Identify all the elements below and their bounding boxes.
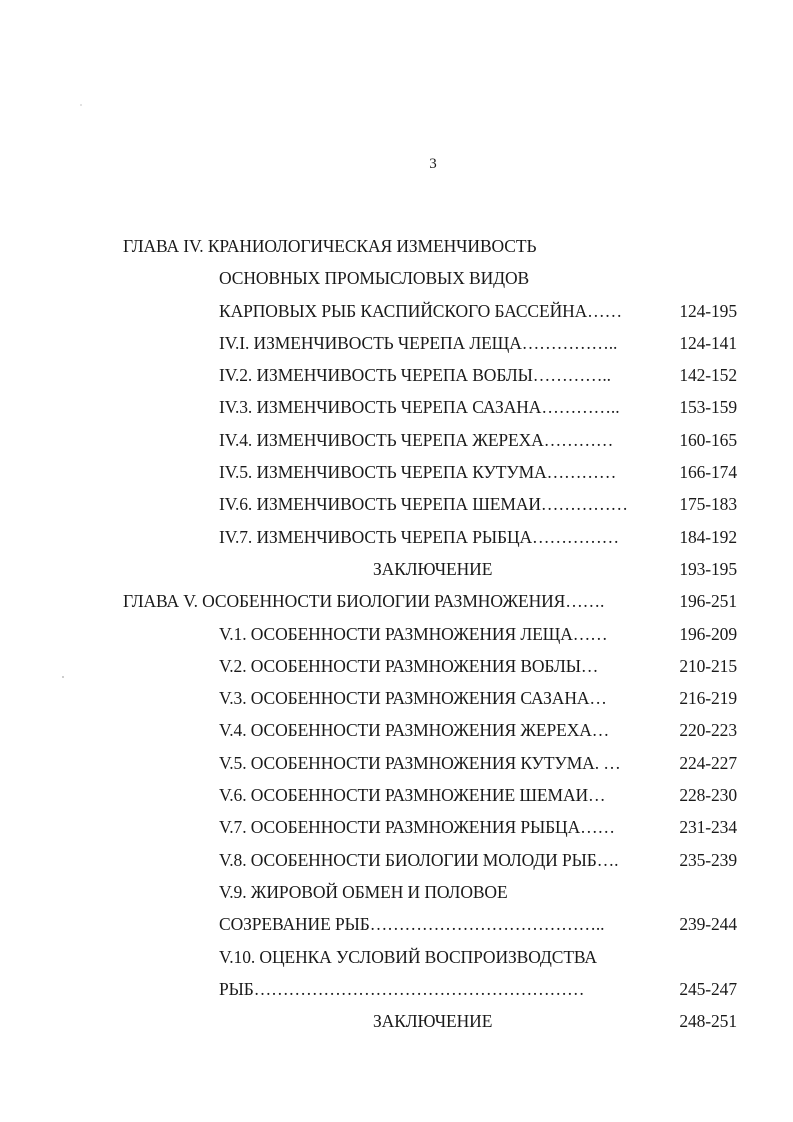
toc-entry-pages: 160-165	[679, 429, 737, 450]
toc-entry-pages: 166-174	[679, 462, 737, 483]
scan-speck	[80, 104, 82, 106]
toc-entry-pages: 248-251	[679, 1011, 737, 1032]
toc-entry-pages: 196-209	[679, 623, 737, 644]
toc-entry-pages: 175-183	[679, 494, 737, 515]
toc-entry	[0, 618, 793, 650]
toc-entry-pages: 124-141	[679, 332, 737, 353]
toc-entry	[0, 650, 793, 682]
toc-entry-pages: 245-247	[679, 978, 737, 999]
page-number: 3	[429, 156, 437, 172]
toc-entry	[0, 424, 793, 456]
toc-entry	[0, 456, 793, 488]
toc-entry	[0, 359, 793, 391]
toc-entry	[0, 844, 793, 876]
toc-entry-title: РЫБ…………………………………………………	[219, 978, 585, 999]
toc-entry-title: V.7. ОСОБЕННОСТИ РАЗМНОЖЕНИЯ РЫБЦА……	[219, 817, 615, 838]
toc-entry	[0, 230, 793, 262]
toc-entry-pages: 153-159	[679, 397, 737, 418]
toc-entry-title: СОЗРЕВАНИЕ РЫБ…………………………………..	[219, 914, 605, 935]
toc-entry-pages: 231-234	[679, 817, 737, 838]
toc-entry-title: V.6. ОСОБЕННОСТИ РАЗМНОЖЕНИЕ ШЕМАИ…	[219, 785, 606, 806]
toc-entry	[0, 521, 793, 553]
toc-entry	[0, 488, 793, 520]
toc-entry	[0, 714, 793, 746]
toc-entry	[0, 876, 793, 908]
toc-entry-title: V.3. ОСОБЕННОСТИ РАЗМНОЖЕНИЯ САЗАНА…	[219, 688, 607, 709]
toc-entry-pages: 239-244	[679, 914, 737, 935]
toc-entry-pages: 228-230	[679, 785, 737, 806]
toc-entry-title: IV.5. ИЗМЕНЧИВОСТЬ ЧЕРЕПА КУТУМА…………	[219, 462, 617, 483]
toc-entry	[0, 747, 793, 779]
toc-entry	[0, 682, 793, 714]
toc-entry-pages: 184-192	[679, 526, 737, 547]
toc-entry-title: IV.2. ИЗМЕНЧИВОСТЬ ЧЕРЕПА ВОБЛЫ…………..	[219, 365, 611, 386]
toc-entry	[0, 811, 793, 843]
toc-entry-pages: 196-251	[679, 591, 737, 612]
toc-entry	[0, 1005, 793, 1037]
toc-entry-title: IV.7. ИЗМЕНЧИВОСТЬ ЧЕРЕПА РЫБЦА……………	[219, 526, 620, 547]
toc-entry	[0, 585, 793, 617]
toc-entry	[0, 327, 793, 359]
toc-entry-pages: 216-219	[679, 688, 737, 709]
toc-entry	[0, 908, 793, 940]
toc-entry-title: V.2. ОСОБЕННОСТИ РАЗМНОЖЕНИЯ ВОБЛЫ…	[219, 655, 599, 676]
toc-entry-pages: 210-215	[679, 655, 737, 676]
table-of-contents	[0, 230, 793, 1037]
toc-entry	[0, 779, 793, 811]
toc-entry-pages: 235-239	[679, 849, 737, 870]
toc-entry-title: V.8. ОСОБЕННОСТИ БИОЛОГИИ МОЛОДИ РЫБ….	[219, 849, 619, 870]
toc-entry-title: V.5. ОСОБЕННОСТИ РАЗМНОЖЕНИЯ КУТУМА. …	[219, 752, 621, 773]
toc-entry-pages: 193-195	[679, 558, 737, 579]
toc-entry-pages: 142-152	[679, 365, 737, 386]
toc-entry	[0, 391, 793, 423]
toc-entry	[0, 941, 793, 973]
toc-entry-title: IV.3. ИЗМЕНЧИВОСТЬ ЧЕРЕПА САЗАНА…………..	[219, 397, 620, 418]
toc-entry-title: V.4. ОСОБЕННОСТИ РАЗМНОЖЕНИЯ ЖЕРЕХА…	[219, 720, 610, 741]
toc-entry-title: ГЛАВА V. ОСОБЕННОСТИ БИОЛОГИИ РАЗМНОЖЕНИЯ…….	[123, 591, 605, 612]
toc-entry-title: V.1. ОСОБЕННОСТИ РАЗМНОЖЕНИЯ ЛЕЩА……	[219, 623, 608, 644]
toc-entry-title: КАРПОВЫХ РЫБ КАСПИЙСКОГО БАССЕЙНА……	[219, 300, 622, 321]
toc-entry-title: IV.6. ИЗМЕНЧИВОСТЬ ЧЕРЕПА ШЕМАИ……………	[219, 494, 628, 515]
toc-entry-title: ЗАКЛЮЧЕНИЕ	[373, 558, 493, 579]
toc-entry	[0, 553, 793, 585]
toc-entry-pages: 220-223	[679, 720, 737, 741]
toc-entry-pages: 124-195	[679, 300, 737, 321]
toc-entry-title: IV.I. ИЗМЕНЧИВОСТЬ ЧЕРЕПА ЛЕЩА……………..	[219, 332, 618, 353]
toc-entry-title: ГЛАВА IV. КРАНИОЛОГИЧЕСКАЯ ИЗМЕНЧИВОСТЬ	[123, 236, 537, 256]
toc-entry	[0, 973, 793, 1005]
toc-entry-title: V.10. ОЦЕНКА УСЛОВИЙ ВОСПРОИЗВОДСТВА	[219, 946, 597, 967]
toc-entry	[0, 295, 793, 327]
toc-entry-pages: 224-227	[679, 752, 737, 773]
scan-speck	[62, 676, 64, 678]
toc-entry-title: ОСНОВНЫХ ПРОМЫСЛОВЫХ ВИДОВ	[219, 268, 530, 289]
toc-entry-title: ЗАКЛЮЧЕНИЕ	[373, 1011, 493, 1032]
toc-entry-title: V.9. ЖИРОВОЙ ОБМЕН И ПОЛОВОЕ	[219, 881, 508, 902]
toc-entry-title: IV.4. ИЗМЕНЧИВОСТЬ ЧЕРЕПА ЖЕРЕХА…………	[219, 429, 614, 450]
toc-entry	[0, 262, 793, 294]
